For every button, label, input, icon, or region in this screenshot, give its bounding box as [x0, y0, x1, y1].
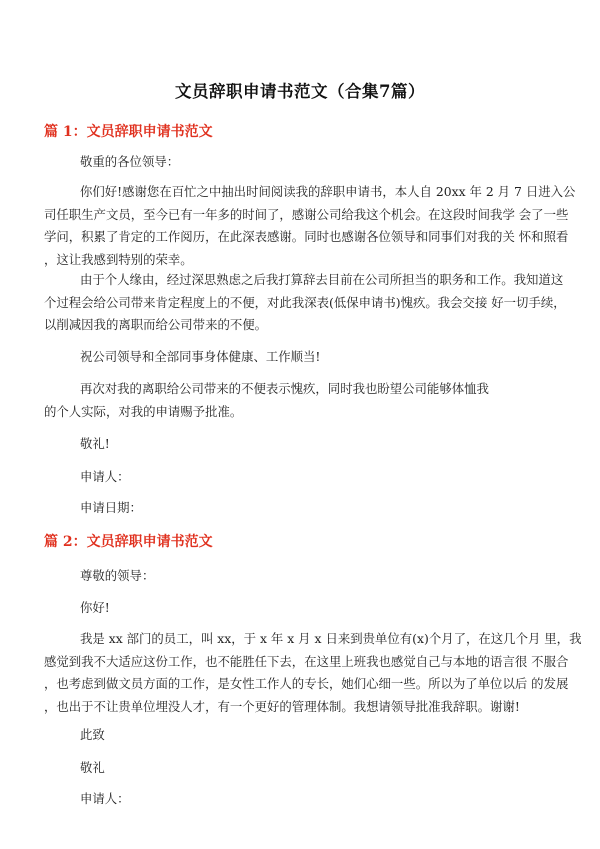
text-line: 你们好!感谢您在百忙之中抽出时间阅读我的辞职申请书，本人自 20xx 年 2 月 7 日进入公 — [80, 184, 576, 199]
text-line: ，也考虑到做文员方面的工作，是女性工作人的专长，她们心细一些。所以为了单位以后 的发展 — [44, 676, 569, 691]
text-line: 由于个人缘由，经过深思熟虑之后我打算辞去目前在公司所担当的职务和工作。我知道这 — [80, 272, 564, 287]
text-line: 再次对我的离职给公司带来的不便表示愧疚，同时我也盼望公司能够体恤我 — [80, 381, 489, 396]
text-line: 司任职生产文员，至今已有一年多的时间了，感谢公司给我这个机会。在这段时间我学 会了一些 — [44, 206, 569, 222]
text-line: 以削减因我的离职而给公司带来的不便。 — [44, 317, 268, 332]
section-1-paragraph-1 — [44, 181, 576, 271]
section-1-paragraph-4 — [44, 378, 552, 423]
text-line: 学问，积累了肯定的工作阅历，在此深表感谢。同时也感谢各位领导和同事们对我的关 怀和照看 — [44, 229, 569, 244]
text-line: 个过程会给公司带来肯定程度上的不便，对此我深表(低保申请书)愧疚。我会交接 好一切手续， — [44, 294, 566, 310]
section-1-paragraph-3: 祝公司领导和全部同事身体健康、工作顺当! — [80, 349, 321, 364]
section-2-applicant: 申请人： — [80, 791, 130, 806]
section-1-paragraph-2 — [44, 269, 566, 337]
section-2-greeting: 你好! — [80, 600, 110, 615]
text-line: 感觉到我不大适应这份工作，也不能胜任下去，在这里上班我也感觉自己与本地的语言很 不服合 — [44, 653, 569, 669]
section-1-heading: 篇 1：文员辞职申请书范文 — [44, 124, 213, 140]
text-line: 我是 xx 部门的员工，叫 xx，于 x 年 x 月 x 日来到贵单位有(x)个月了，在这几个月 里，我 — [80, 631, 582, 646]
section-1-closing: 敬礼! — [80, 436, 110, 451]
text-line: ，这让我感到特别的荣幸。 — [44, 251, 193, 267]
section-1-applicant: 申请人： — [80, 469, 130, 484]
section-2-closing-1: 此致 — [80, 727, 105, 742]
section-2-salutation: 尊敬的领导： — [80, 568, 155, 583]
section-1-salutation: 敬重的各位领导： — [80, 154, 180, 169]
section-2-heading: 篇 2：文员辞职申请书范文 — [44, 534, 213, 550]
text-line: ，也出于不让贵单位埋没人才，有一个更好的管理体制。我想请领导批准我辞职。谢谢! — [44, 698, 520, 714]
section-2-paragraph-1 — [44, 628, 582, 718]
text-line: 的个人实际，对我的申请赐予批准。 — [44, 403, 243, 419]
document-title: 文员辞职申请书范文（合集7篇） — [175, 82, 425, 101]
section-2-closing-2: 敬礼 — [80, 760, 105, 775]
section-1-date: 申请日期： — [80, 500, 142, 515]
